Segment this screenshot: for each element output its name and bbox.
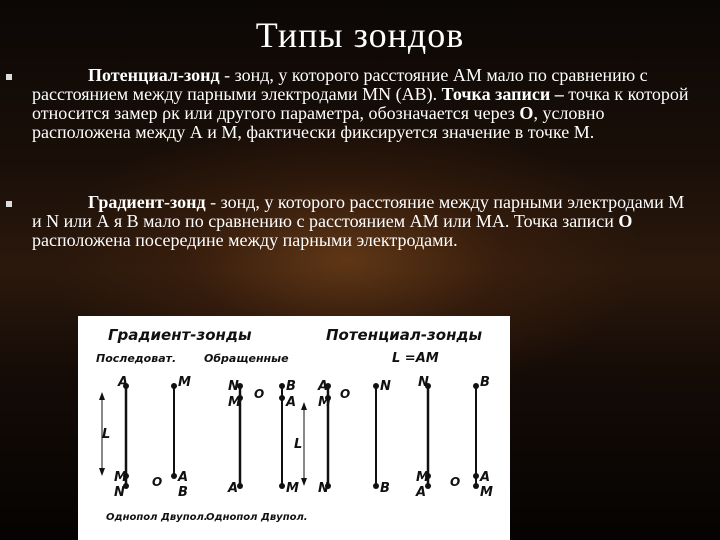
heading-gradient: Градиент-зонды xyxy=(108,326,252,344)
bullet-marker-2 xyxy=(6,201,12,207)
record-point-term: Точка записи – xyxy=(441,84,569,104)
potential-definition: - зонд, у которого расстояние АМ мало по сравнению с расстоянием между парными электродами MN (AB). xyxy=(32,65,648,104)
letter-m: M xyxy=(228,395,241,410)
label-sequential: Последоват. xyxy=(96,352,177,365)
letter-b: B xyxy=(286,379,296,394)
letter-l: L xyxy=(294,437,303,452)
letter-o: O xyxy=(254,387,265,401)
probe-sequential xyxy=(99,375,191,500)
gradient-definition: - зонд, у которого расстояние между парными электродами M и N или А я В мало по сравнению с расстоянием АМ или МА. Точка записи xyxy=(32,192,685,231)
letter-b: B xyxy=(178,485,188,500)
letter-a: A xyxy=(178,470,189,485)
probe-diagram-svg xyxy=(78,316,510,540)
letter-m: M xyxy=(318,395,331,410)
letter-o: O xyxy=(340,387,351,401)
point-o-label: О xyxy=(519,103,534,123)
probe-reversed xyxy=(227,379,307,496)
letter-o: O xyxy=(450,475,461,489)
heading-potential: Потенциал-зонды xyxy=(326,326,483,344)
probe-potential-1 xyxy=(317,379,391,496)
letter-o: O xyxy=(152,475,163,489)
letter-a: A xyxy=(228,481,239,496)
term-gradient: Градиент-зонд xyxy=(88,192,206,212)
letter-n: N xyxy=(114,485,125,500)
letter-m: M xyxy=(416,470,429,485)
letter-n: N xyxy=(318,481,329,496)
letter-n: N xyxy=(380,379,391,394)
record-point-definition: точка к которой относится замер ρк или другого параметра, обозначается через xyxy=(32,84,689,123)
letter-m: M xyxy=(114,470,127,485)
formula-l-am: L =AM xyxy=(392,351,439,366)
label-reversed: Обращенные xyxy=(204,352,289,365)
footer-right: Однопол Двупол. xyxy=(206,512,308,523)
letter-n: N xyxy=(418,375,429,390)
letter-m: M xyxy=(178,375,191,390)
letter-b: B xyxy=(480,375,490,390)
letter-a: A xyxy=(118,375,129,390)
probe-potential-2 xyxy=(415,375,493,500)
gradient-definition-end: расположена посередине между парными электродами. xyxy=(32,230,458,250)
letter-a: A xyxy=(480,470,491,485)
letter-m: M xyxy=(286,481,299,496)
bullet-gradient xyxy=(32,193,692,250)
letter-a: A xyxy=(286,395,297,410)
letter-m: M xyxy=(480,485,493,500)
letter-a: A xyxy=(416,485,427,500)
footer-left: Однопол Двупол. xyxy=(106,512,208,523)
bullet-potential xyxy=(32,66,692,142)
potential-definition-end: , условно расположена между А и М, фактически фиксируется значение в точке М. xyxy=(32,103,605,142)
letter-a: A xyxy=(318,379,329,394)
letter-b: B xyxy=(380,481,390,496)
probe-diagram xyxy=(78,316,510,540)
bullet-marker-1 xyxy=(6,74,12,80)
letter-l: L xyxy=(102,427,111,442)
slide-title: Типы зондов xyxy=(255,15,465,55)
point-o-label-2: О xyxy=(618,211,633,231)
letter-n: N xyxy=(228,379,239,394)
term-potential: Потенциал-зонд xyxy=(88,65,220,85)
